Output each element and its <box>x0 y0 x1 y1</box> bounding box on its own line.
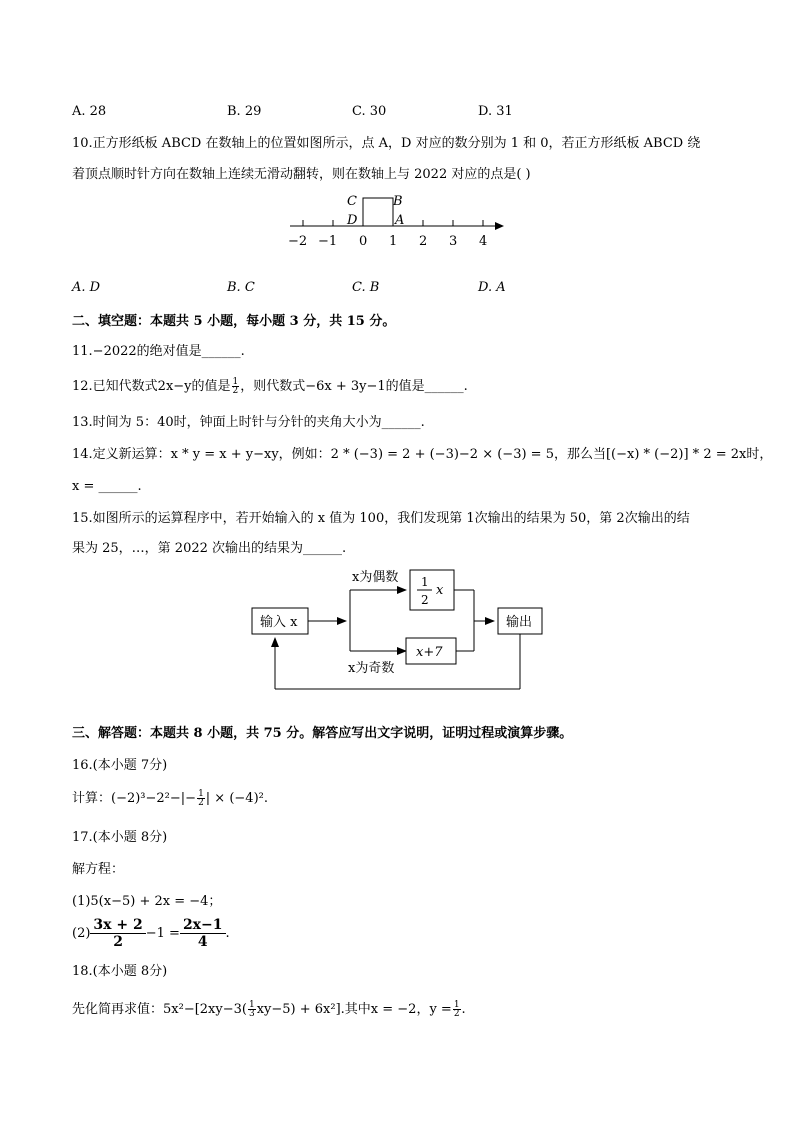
tick-label-3: 3 <box>449 234 458 249</box>
q10-number-line-figure <box>280 188 520 252</box>
q10-line1: 10.正方形纸板 ABCD 在数轴上的位置如图所示，点 A，D 对应的数分别为 1 和 0，若正方形纸板 ABCD 绕 <box>72 136 701 151</box>
even-frac-num: 1 <box>421 575 429 589</box>
odd-label: x为奇数 <box>348 661 395 676</box>
square-paper <box>363 198 393 226</box>
tick-label-neg1: −1 <box>318 234 338 249</box>
q17-part2 <box>72 913 230 955</box>
label-a: A <box>395 213 405 228</box>
q10-option-d: D. A <box>478 280 506 295</box>
q18-end: . <box>461 1002 466 1017</box>
label-c: C <box>347 194 357 209</box>
q9-option-d: D. 31 <box>478 104 513 119</box>
tick-label-2: 2 <box>419 234 428 249</box>
q14-line2: x = ______. <box>72 479 142 494</box>
q17-frac1 <box>90 917 145 950</box>
label-d: D <box>347 213 358 228</box>
tick-label-0: 0 <box>359 234 368 249</box>
q12-fraction <box>232 378 240 395</box>
q18-expression <box>72 1001 466 1019</box>
q17-part2-label: (2) <box>72 926 91 941</box>
q18-mid: xy−5) + 6x²].其中x = −2，y = <box>256 1002 452 1017</box>
q10-line2: 着顶点顺时针方向在数轴上连续无滑动翻转，则在数轴上与 2022 对应的点是( ) <box>72 167 531 182</box>
q16-frac-num: 1 <box>198 789 204 799</box>
q18-frac-num: 1 <box>248 1000 255 1010</box>
q12-frac-num: 1 <box>232 377 239 387</box>
q17-end: . <box>225 926 230 941</box>
q10-option-b: B. C <box>227 280 255 295</box>
q12-text <box>72 378 468 396</box>
section2-heading: 二、填空题：本题共 5 小题，每小题 3 分，共 15 分。 <box>72 314 396 329</box>
q17-subtitle: 解方程： <box>72 862 125 877</box>
tick-label-1: 1 <box>389 234 398 249</box>
section3-heading: 三、解答题：本题共 8 小题，共 75 分。解答应写出文字说明，证明过程或演算步骤。 <box>72 726 573 741</box>
q16-expression <box>72 790 268 808</box>
q16-fraction <box>197 790 205 807</box>
tick-label-4: 4 <box>479 234 488 249</box>
q17-frac1-num: 3x + 2 <box>90 917 145 934</box>
q18-fraction <box>248 1001 256 1018</box>
q18-frac2-den: 2 <box>453 1009 460 1019</box>
q18-fraction2 <box>453 1001 461 1018</box>
tick-label-neg2: −2 <box>288 234 308 249</box>
q12-frac-den: 2 <box>232 386 239 396</box>
odd-expr: x+7 <box>416 645 443 660</box>
q17-frac2-den: 4 <box>197 934 208 950</box>
q9-option-c: C. 30 <box>352 104 387 119</box>
q17-frac2-num: 2x−1 <box>180 917 226 934</box>
q10-option-c: C. B <box>352 280 380 295</box>
q17-frac1-den: 2 <box>113 934 123 950</box>
q16-frac-den: 2 <box>198 798 204 808</box>
q9-option-a: A. 28 <box>72 104 107 119</box>
q17-frac2 <box>180 917 226 950</box>
q18-frac2-num: 1 <box>453 1000 460 1010</box>
even-frac-den: 2 <box>421 593 429 607</box>
even-var: x <box>436 583 444 598</box>
q17-title: 17.(本小题 8分) <box>72 830 168 845</box>
q18-title: 18.(本小题 8分) <box>72 964 168 979</box>
q15-line1: 15.如图所示的运算程序中，若开始输入的 x 值为 100，我们发现第 1次输出的结果为 50，第 2次输出的结 <box>72 511 690 526</box>
q12-pre: 12.已知代数式2x−y的值是 <box>72 379 231 394</box>
q18-pre: 先化简再求值：5x²−[2xy−3( <box>72 1002 247 1017</box>
axis-arrow <box>495 222 504 230</box>
q15-flowchart <box>240 562 560 694</box>
q17-part1: (1)5(x−5) + 2x = −4； <box>72 894 222 909</box>
even-label: x为偶数 <box>352 570 399 585</box>
q16-pre: 计算：(−2)³−2²−|− <box>72 791 197 806</box>
q16-title: 16.(本小题 7分) <box>72 758 168 773</box>
q18-frac-den: 3 <box>248 1009 255 1019</box>
input-label: 输入 x <box>260 615 298 630</box>
q10-option-a: A. D <box>72 280 101 295</box>
q17-mid: −1 = <box>145 926 180 941</box>
q11-text: 11.−2022的绝对值是______. <box>72 344 245 359</box>
label-b: B <box>393 194 403 209</box>
q15-line2: 果为 25，…，第 2022 次输出的结果为______. <box>72 541 347 556</box>
q13-text: 13.时间为 5：40时，钟面上时针与分针的夹角大小为______. <box>72 415 425 430</box>
q16-post: | × (−4)². <box>205 791 268 806</box>
q14-line1: 14.定义新运算：x * y = x + y−xy，例如：2 * (−3) = 2 + (−3)−2 × (−3) = 5，那么当[(−x) * (−2)] * 2 = 2x时， <box>72 447 773 462</box>
q12-post: ，则代数式−6x + 3y−1的值是______. <box>240 379 468 394</box>
q9-option-b: B. 29 <box>227 104 262 119</box>
output-label: 输出 <box>506 615 533 630</box>
